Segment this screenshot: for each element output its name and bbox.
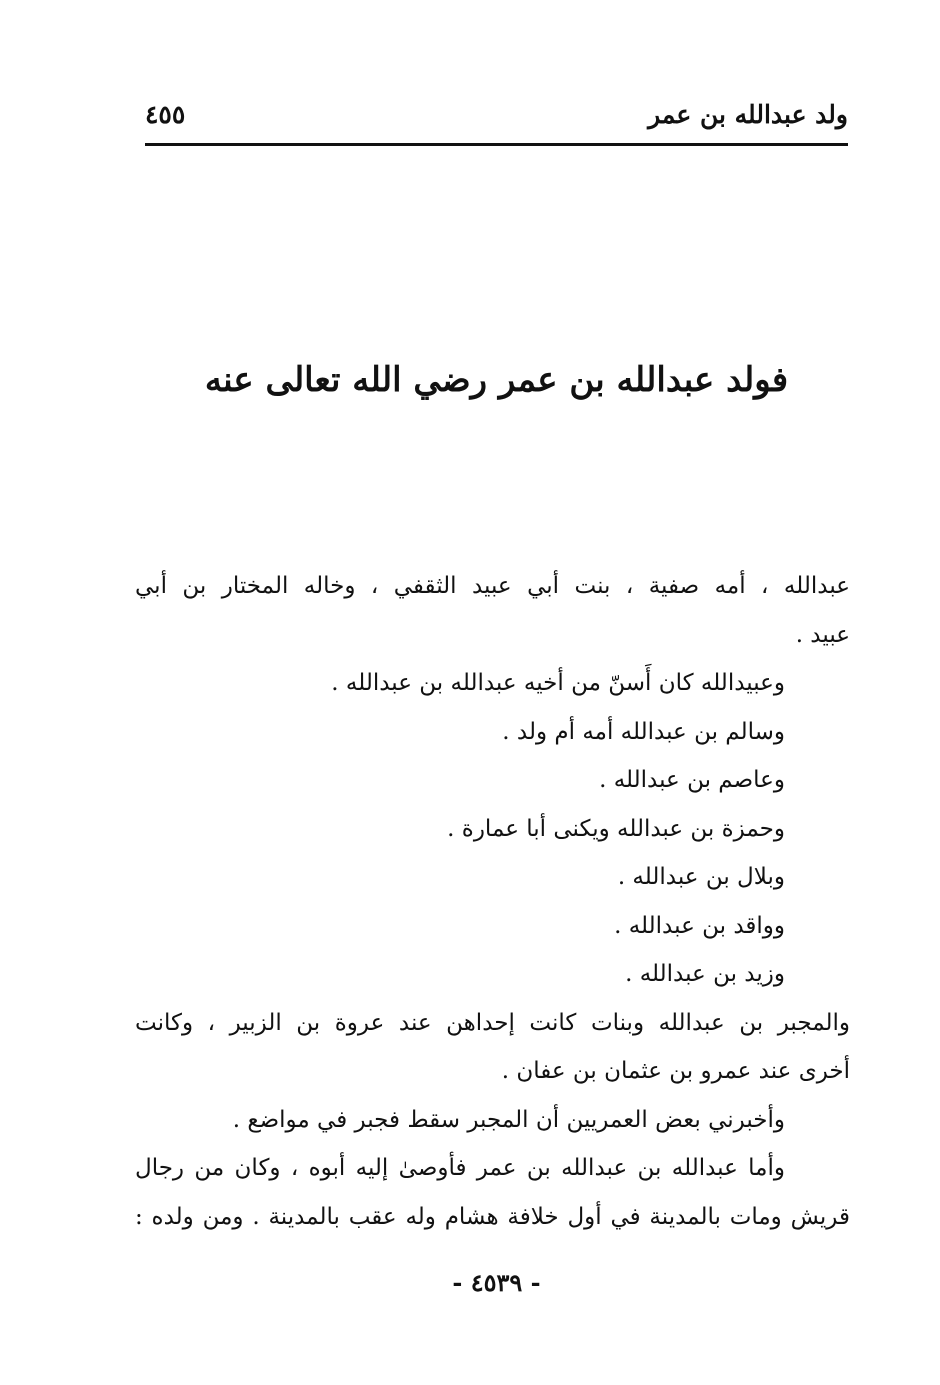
text-line: وحمزة بن عبدالله ويكنى أبا عمارة . [447, 815, 785, 842]
text-line: وبلال بن عبدالله . [617, 864, 785, 890]
text-line: وعبيدالله كان أَسنّ من أخيه عبدالله بن عبدالله . [331, 670, 785, 696]
text-line: وعاصم بن عبدالله . [599, 767, 785, 793]
footer-page-number: - ٤٥٣٩ - [452, 1268, 541, 1297]
text-line: والمجبر بن عبدالله وبنات كانت إحداهن عند عروة بن الزبير ، وكانت [135, 1009, 850, 1036]
text-line: وواقد بن عبدالله . [614, 912, 785, 939]
text-line: وأما عبدالله بن عبدالله بن عمر فأوصىٰ إليه أبوه ، وكان من رجال [135, 1155, 785, 1181]
text-line: قريش ومات بالمدينة في أول خلافة هشام وله عقب بالمدينة . ومن ولده : [135, 1203, 850, 1230]
text-line: أخرى عند عمرو بن عثمان بن عفان . [501, 1058, 850, 1084]
page-header [145, 96, 848, 140]
chapter-title: فولد عبدالله بن عمر رضي الله تعالى عنه [204, 360, 789, 400]
header-divider [145, 143, 848, 146]
running-title: ولد عبدالله بن عمر [648, 100, 848, 129]
text-line: وزيد بن عبدالله . [625, 961, 785, 987]
text-line: عبيد . [795, 621, 850, 648]
text-line: وسالم بن عبدالله أمه أم ولد . [502, 718, 785, 745]
text-line: وأخبرني بعض العمريين أن المجبر سقط فجبر في مواضع . [232, 1106, 785, 1133]
text-line: عبدالله ، أمه صفية ، بنت أبي عبيد الثقفي ، وخاله المختار بن أبي [135, 573, 850, 599]
body-text [135, 562, 850, 1241]
header-page-number: ٤٥٥ [145, 100, 186, 129]
